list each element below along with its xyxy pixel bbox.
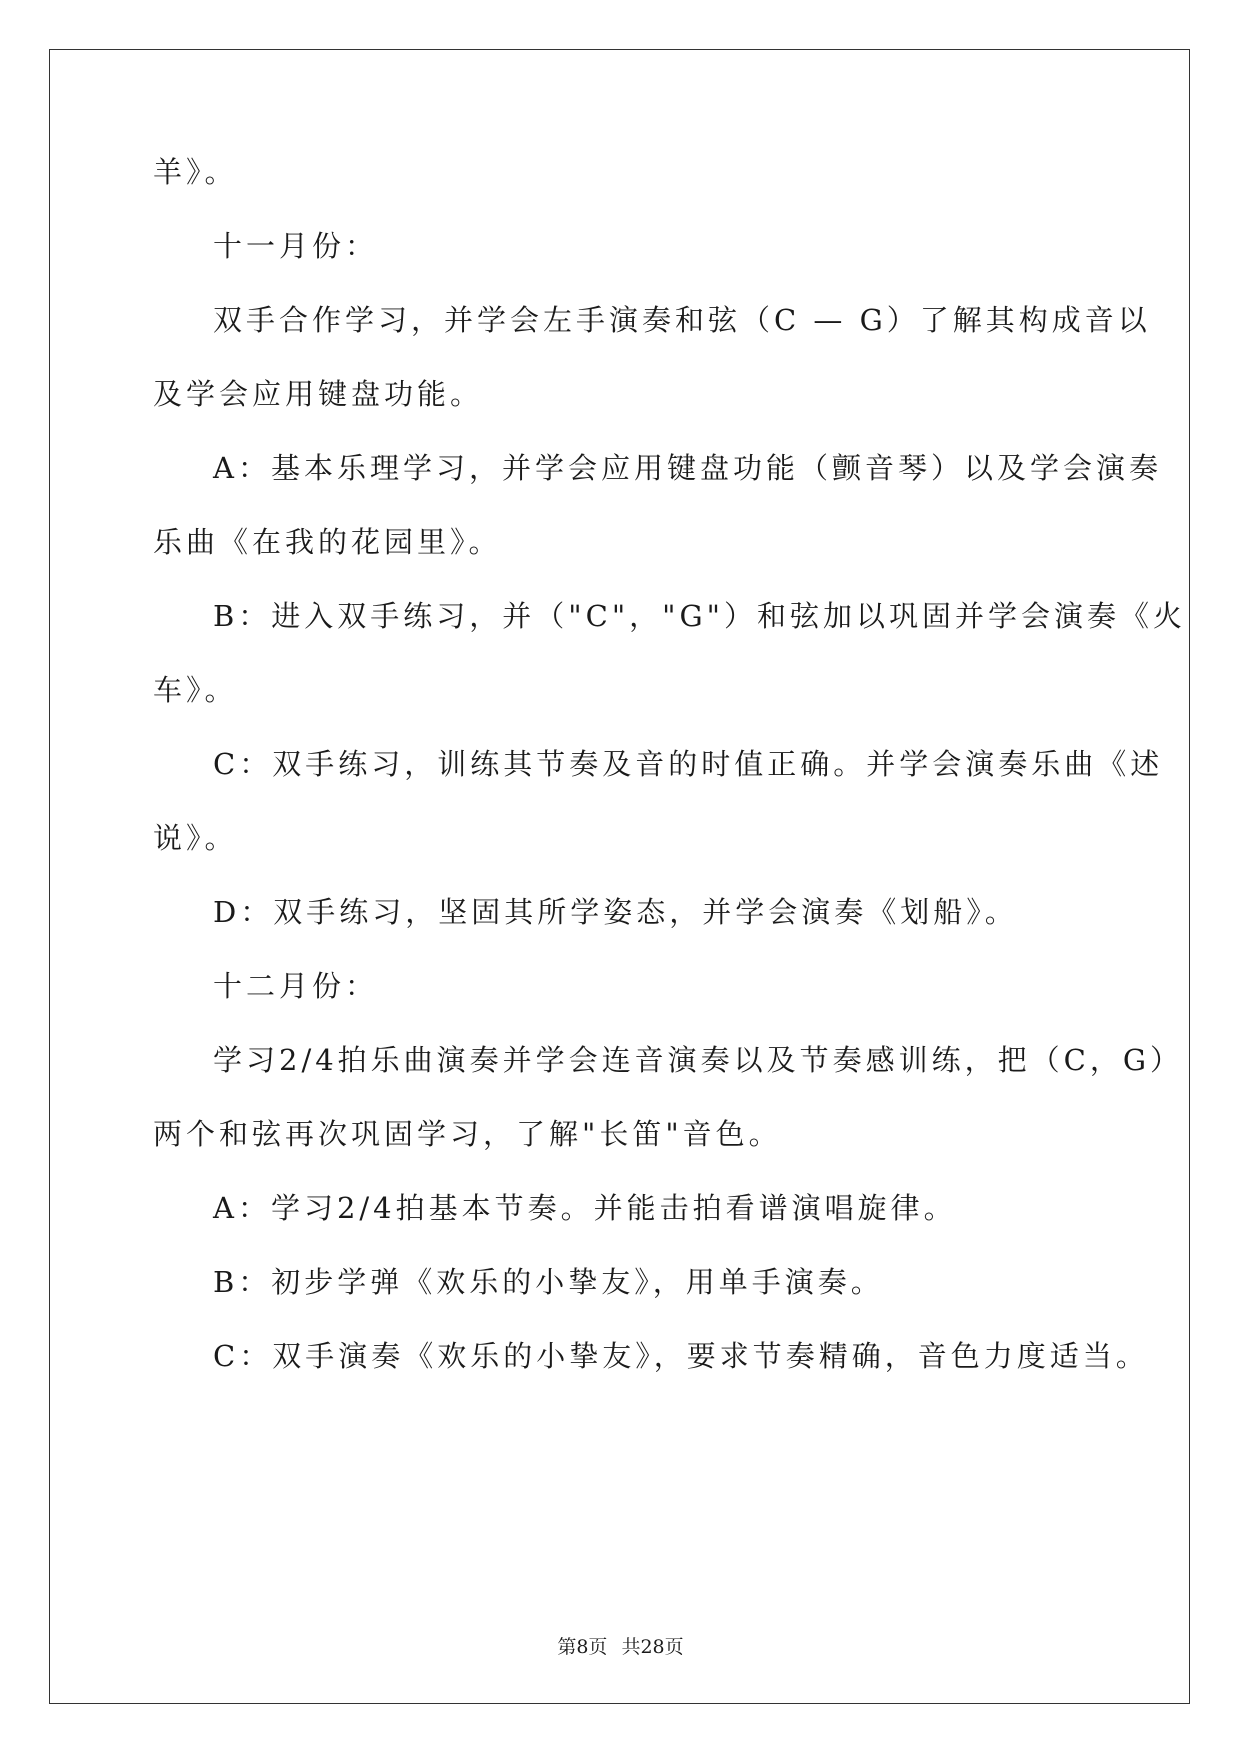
text-line: 羊》。: [153, 155, 238, 189]
text-line: C：双手练习，训练其节奏及音的时值正确。并学会演奏乐曲《述: [213, 747, 1164, 781]
text-line: C：双手演奏《欢乐的小挚友》，要求节奏精确，音色力度适当。: [213, 1339, 1149, 1373]
section-heading-december: 十二月份：: [213, 969, 379, 1003]
page-footer: [0, 1632, 1241, 1659]
text-line: B：进入双手练习，并（"C"，"G"）和弦加以巩固并学会演奏《火: [213, 599, 1187, 633]
text-line: 说》。: [153, 821, 238, 855]
text-line: 车》。: [153, 673, 238, 707]
page-total: 共28页: [621, 1636, 684, 1658]
text-line: B：初步学弹《欢乐的小挚友》，用单手演奏。: [213, 1265, 884, 1299]
text-line: 双手合作学习，并学会左手演奏和弦（C — G）了解其构成音以: [213, 303, 1151, 337]
page-number: 第8页: [557, 1636, 608, 1658]
text-line: A：学习2/4拍基本节奏。并能击拍看谱演唱旋律。: [213, 1191, 957, 1225]
text-line: 学习2/4拍乐曲演奏并学会连音演奏以及节奏感训练，把（C，G）: [213, 1043, 1184, 1077]
section-heading-november: 十一月份：: [213, 229, 379, 263]
text-line: 及学会应用键盘功能。: [153, 377, 484, 411]
text-line: D：双手练习，坚固其所学姿态，并学会演奏《划船》。: [213, 895, 1018, 929]
text-line: A：基本乐理学习，并学会应用键盘功能（颤音琴）以及学会演奏: [213, 451, 1162, 485]
page-border: [49, 49, 1190, 1704]
text-line: 乐曲《在我的花园里》。: [153, 525, 502, 559]
text-line: 两个和弦再次巩固学习，了解"长笛"音色。: [153, 1117, 782, 1151]
